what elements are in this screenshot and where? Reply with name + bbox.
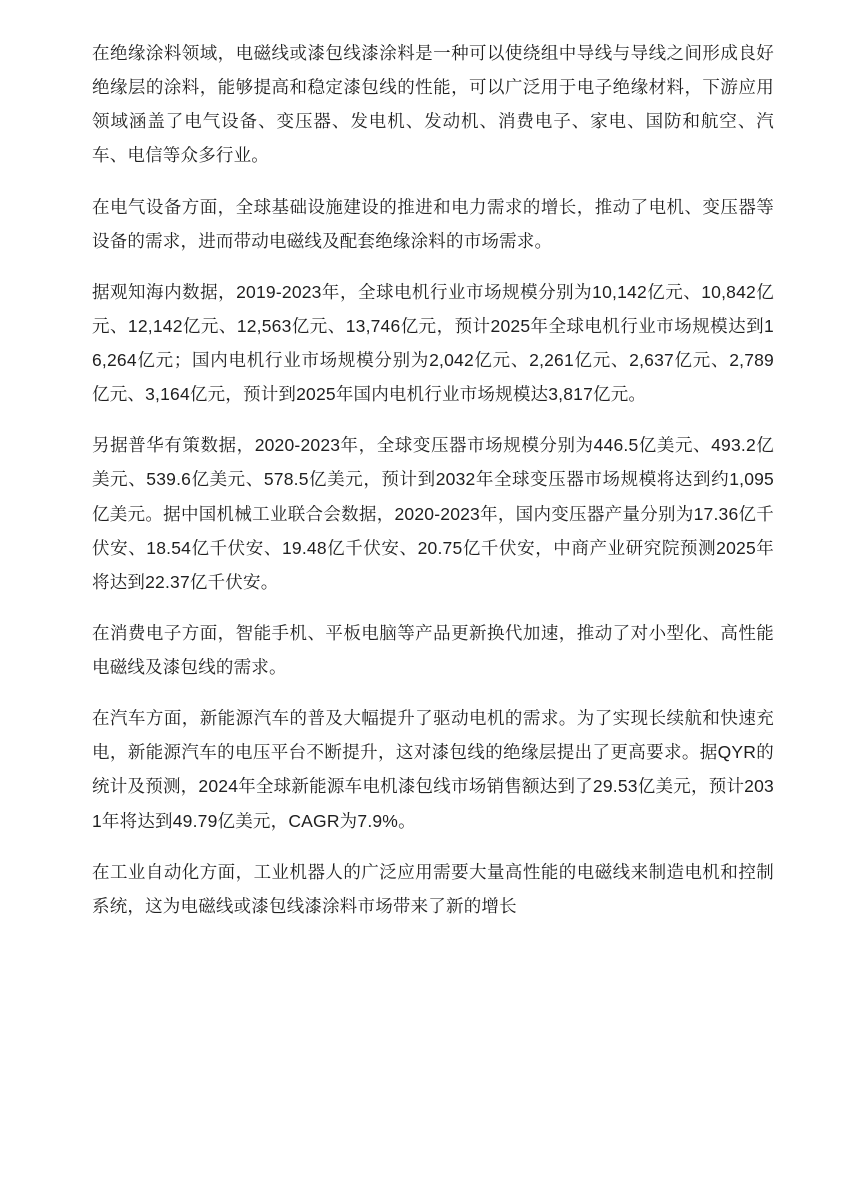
paragraph: 在消费电子方面，智能手机、平板电脑等产品更新换代加速，推动了对小型化、高性能电磁线及漆包线的需求。 — [92, 622, 774, 677]
paragraph: 另据普华有策数据，2020-2023年，全球变压器市场规模分别为446.5亿美元、493.2亿美元、539.6亿美元、578.5亿美元，预计到2032年全球变压器市场规模将达到约1,095亿美元。据中国机械工业联合会数据，2020-2023年，国内变压器产量分别为17.36亿千伏安、18.54亿千伏安、19.48亿千伏安、20.75亿千伏安，中商产业研究院预测2025年将达到22.37亿千伏安。 — [92, 435, 774, 592]
article-body — [92, 36, 774, 923]
paragraph: 在工业自动化方面，工业机器人的广泛应用需要大量高性能的电磁线来制造电机和控制系统，这为电磁线或漆包线漆涂料市场带来了新的增长 — [92, 861, 774, 916]
paragraph: 据观知海内数据，2019-2023年，全球电机行业市场规模分别为10,142亿元、10,842亿元、12,142亿元、12,563亿元、13,746亿元，预计2025年全球电机行业市场规模达到16,264亿元；国内电机行业市场规模分别为2,042亿元、2,261亿元、2,637亿元、2,789亿元、3,164亿元，预计到2025年国内电机行业市场规模达3,817亿元。 — [92, 281, 774, 405]
paragraph: 在电气设备方面，全球基础设施建设的推进和电力需求的增长，推动了电机、变压器等设备的需求，进而带动电磁线及配套绝缘涂料的市场需求。 — [92, 196, 774, 251]
paragraph: 在汽车方面，新能源汽车的普及大幅提升了驱动电机的需求。为了实现长续航和快速充电，新能源汽车的电压平台不断提升，这对漆包线的绝缘层提出了更高要求。据QYR的统计及预测，2024年全球新能源车电机漆包线市场销售额达到了29.53亿美元，预计2031年将达到49.79亿美元，CAGR为7.9%。 — [92, 708, 774, 831]
paragraph: 在绝缘涂料领域，电磁线或漆包线漆涂料是一种可以使绕组中导线与导线之间形成良好绝缘层的涂料，能够提高和稳定漆包线的性能，可以广泛用于电子绝缘材料，下游应用领域涵盖了电气设备、变压器、发电机、发动机、消费电子、家电、国防和航空、汽车、电信等众多行业。 — [92, 43, 774, 166]
